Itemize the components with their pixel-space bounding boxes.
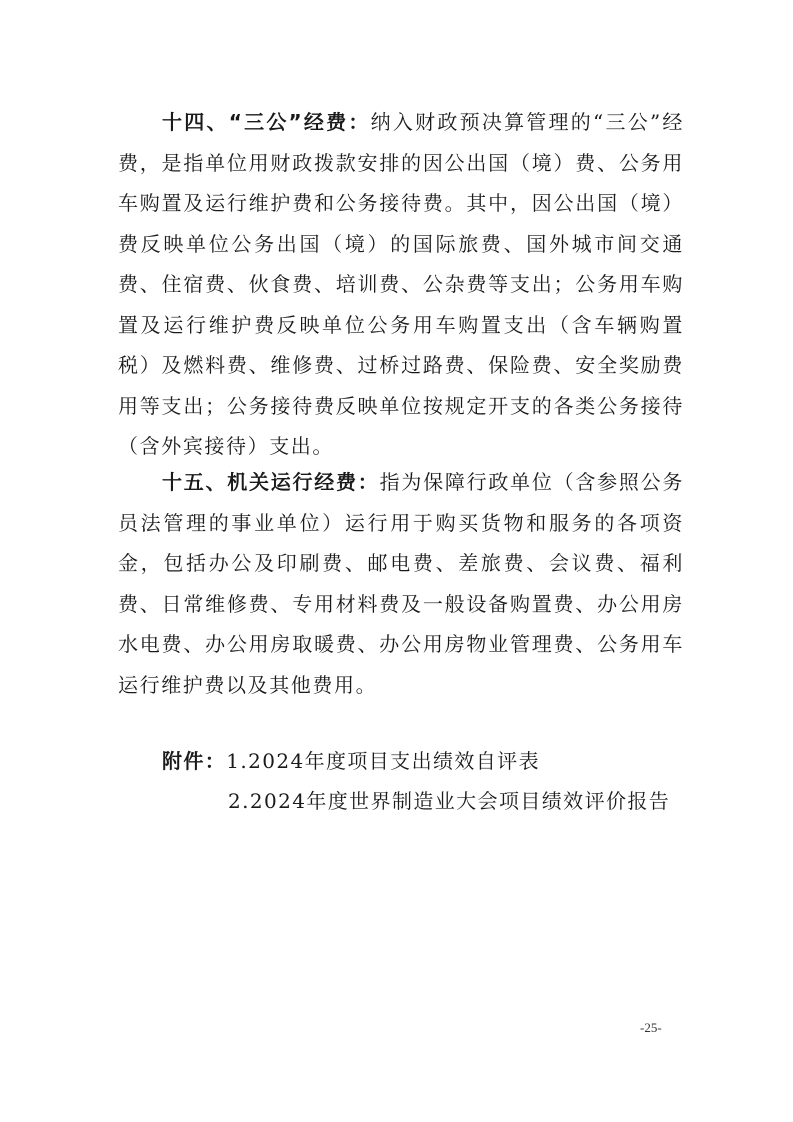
section-body: 指为保障行政单位（含参照公务员法管理的事业单位）运行用于购买货物和服务的各项资金，包括办公及印刷费、邮电费、差旅费、会议费、福利费、日常维修费、专用材料费及一般设备购置费、办公用房水电费、办公用房取暖费、办公用房物业管理费、公务用车运行维护费以及其他费用。 (118, 470, 684, 697)
attachments-label: 附件： (162, 749, 227, 773)
attachment-line-1 (162, 741, 540, 781)
section-san-gong-expenses (118, 102, 684, 467)
attachment-line-2 (228, 781, 670, 821)
section-term: 十五、机关运行经费： (162, 470, 380, 494)
attachment-item: 1.2024年度项目支出绩效自评表 (226, 749, 540, 773)
section-body: 纳入财政预决算管理的“三公”经费，是指单位用财政拨款安排的因公出国（境）费、公务用车购置及运行维护费和公务接待费。其中，因公出国（境）费反映单位公务出国（境）的国际旅费、国外城市间交通费、住宿费、伙食费、培训费、公杂费等支出；公务用车购置及运行维护费反映单位公务用车购置支出（含车辆购置税）及燃料费、维修费、过桥过路费、保险费、安全奖励费用等支出；公务接待费反映单位按规定开支的各类公务接待（含外宾接待）支出。 (118, 110, 685, 458)
section-operating-expenses (118, 462, 684, 705)
page-number: -25- (640, 1020, 662, 1035)
section-term: 十四、“三公”经费： (162, 110, 371, 134)
attachment-item: 2.2024年度世界制造业大会项目绩效评价报告 (228, 789, 671, 813)
